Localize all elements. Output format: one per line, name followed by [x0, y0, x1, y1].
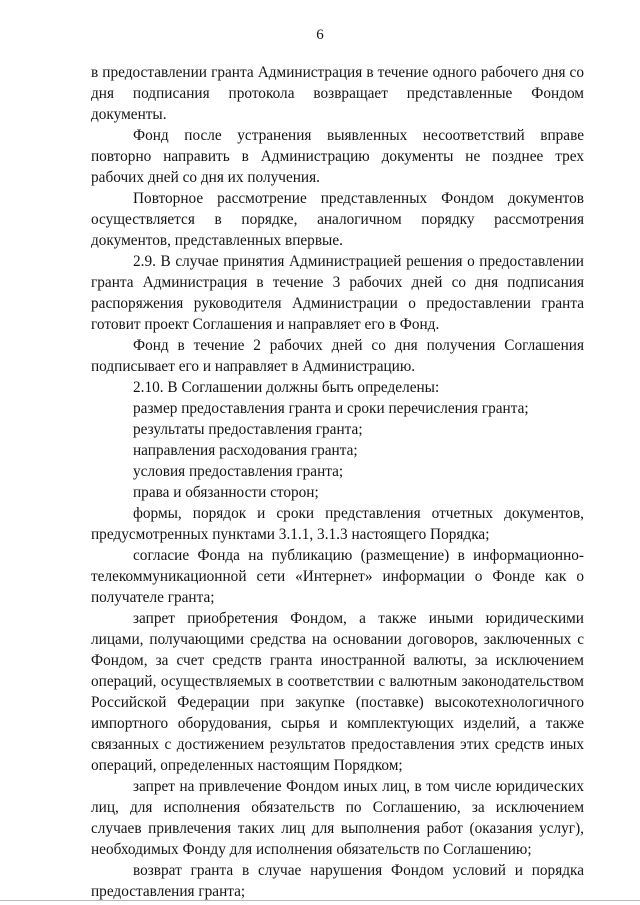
document-body: [91, 62, 584, 902]
paragraph-repeat-review: Повторное рассмотрение представленных Фондом документов осуществляется в порядке, аналогичном порядку рассмотрения документов, представленных впервые.: [91, 190, 584, 249]
list-item-reporting-forms: формы, порядок и сроки представления отчетных документов, предусмотренных пунктами 3.1.1, 3.1.3 настоящего Порядка;: [91, 505, 584, 543]
list-item-third-party-ban: запрет на привлечение Фондом иных лиц, в том числе юридических лиц, для исполнения обязательств по Соглашению, за исключением случаев привлечения таких лиц для выполнения работ (оказания услуг), необходимых Фонду для исполнения обязательств по Соглашению;: [91, 778, 584, 858]
list-item-spending-directions: направления расходования гранта;: [133, 442, 358, 459]
list-item-grant-amount: размер предоставления гранта и сроки перечисления гранта;: [133, 400, 529, 417]
page-number: 6: [316, 27, 324, 43]
paragraph-fund-signing: Фонд в течение 2 рабочих дней со дня получения Соглашения подписывает его и направляет в Администрацию.: [91, 337, 584, 375]
list-item-rights-obligations: права и обязанности сторон;: [133, 484, 319, 501]
page-bottom-edge: [0, 900, 640, 901]
paragraph-continuation: в предоставлении гранта Администрация в течение одного рабочего дня со дня подписания протокола возвращает представленные Фондом документы.: [91, 64, 584, 123]
list-item-grant-return: возврат гранта в случае нарушения Фондом условий и порядка предоставления гранта;: [91, 862, 584, 900]
paragraph-clause-2-10: 2.10. В Соглашении должны быть определены:: [133, 379, 440, 396]
list-item-grant-conditions: условия предоставления гранта;: [133, 463, 344, 480]
list-item-publication-consent: согласие Фонда на публикацию (размещение) в информационно-телекоммуникационной сети «Интернет» информации о Фонде как о получателе гранта;: [91, 547, 584, 606]
list-item-currency-ban: запрет приобретения Фондом, а также иными юридическими лицами, получающими средства на основании договоров, заключенных с Фондом, за счет средств гранта иностранной валюты, за исключением операций, осуществляемых в соответствии с валютным законодательством Российской Федерации при закупке (поставке) высокотехнологичного импортного оборудования, сырья и комплектующих изделий, а также связанных с достижением результатов предоставления этих средств иных операций, определенных настоящим Порядком;: [91, 610, 584, 774]
paragraph-clause-2-9: 2.9. В случае принятия Администрацией решения о предоставлении гранта Администрация в течение 3 рабочих дней со дня подписания распоряжения руководителя Администрации о предоставлении гранта готовит проект Соглашения и направляет его в Фонд.: [91, 253, 584, 333]
list-item-grant-results: результаты предоставления гранта;: [133, 421, 363, 438]
paragraph-resubmission: Фонд после устранения выявленных несоответствий вправе повторно направить в Администрацию документы не позднее трех рабочих дней со дня их получения.: [91, 127, 584, 186]
